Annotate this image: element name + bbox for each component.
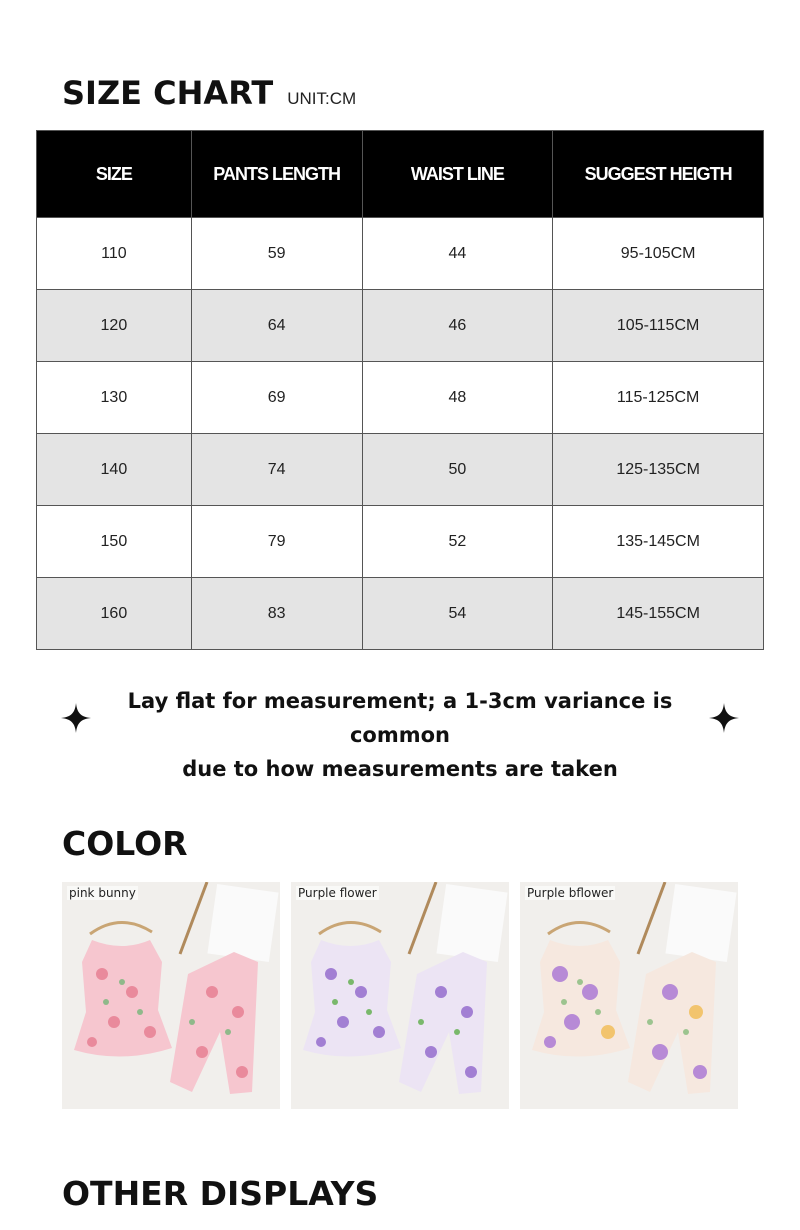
table-row [37, 362, 764, 434]
table-header-row [37, 131, 764, 218]
color-option-label: Purple bflower [527, 886, 614, 900]
cell-pants-length: 83 [191, 578, 362, 650]
sparkle-icon [61, 703, 91, 733]
measurement-note [100, 684, 700, 786]
measurement-note-line2: due to how measurements are taken [182, 757, 618, 781]
cell-suggest-height: 95-105CM [553, 218, 764, 290]
table-row [37, 290, 764, 362]
header-size: SIZE [37, 131, 192, 218]
color-option-purple-bflower[interactable] [520, 882, 738, 1109]
cell-waist-line: 48 [362, 362, 553, 434]
table-row [37, 434, 764, 506]
cell-waist-line: 52 [362, 506, 553, 578]
cell-waist-line: 44 [362, 218, 553, 290]
outfit-image [291, 882, 509, 1109]
size-chart-title: SIZE CHART [62, 74, 274, 112]
cell-size: 120 [37, 290, 192, 362]
header-pants-length: PANTS LENGTH [191, 131, 362, 218]
cell-waist-line: 46 [362, 290, 553, 362]
cell-size: 110 [37, 218, 192, 290]
cell-waist-line: 50 [362, 434, 553, 506]
color-option-label: pink bunny [69, 886, 136, 900]
cell-pants-length: 59 [191, 218, 362, 290]
cell-suggest-height: 125-135CM [553, 434, 764, 506]
header-suggest-height: SUGGEST HEIGTH [553, 131, 764, 218]
cell-size: 160 [37, 578, 192, 650]
size-chart-table [36, 130, 764, 650]
table-row [37, 218, 764, 290]
cell-size: 140 [37, 434, 192, 506]
cell-pants-length: 64 [191, 290, 362, 362]
cell-size: 130 [37, 362, 192, 434]
outfit-image [62, 882, 280, 1109]
size-chart-unit: UNIT:CM [287, 89, 357, 108]
cell-suggest-height: 145-155CM [553, 578, 764, 650]
cell-suggest-height: 135-145CM [553, 506, 764, 578]
color-option-pink-bunny[interactable] [62, 882, 280, 1109]
color-option-label: Purple flower [298, 886, 377, 900]
table-row [37, 578, 764, 650]
cell-pants-length: 79 [191, 506, 362, 578]
other-displays-title: OTHER DISPLAYS [62, 1174, 379, 1213]
cell-suggest-height: 115-125CM [553, 362, 764, 434]
color-option-purple-flower[interactable] [291, 882, 509, 1109]
sparkle-icon [709, 703, 739, 733]
table-row [37, 506, 764, 578]
size-chart-heading [62, 74, 356, 112]
color-section-title: COLOR [62, 824, 188, 863]
cell-pants-length: 74 [191, 434, 362, 506]
header-waist-line: WAIST LINE [362, 131, 553, 218]
cell-waist-line: 54 [362, 578, 553, 650]
outfit-image [520, 882, 738, 1109]
measurement-note-line1: Lay flat for measurement; a 1-3cm variance is common [127, 689, 673, 747]
cell-size: 150 [37, 506, 192, 578]
cell-pants-length: 69 [191, 362, 362, 434]
cell-suggest-height: 105-115CM [553, 290, 764, 362]
